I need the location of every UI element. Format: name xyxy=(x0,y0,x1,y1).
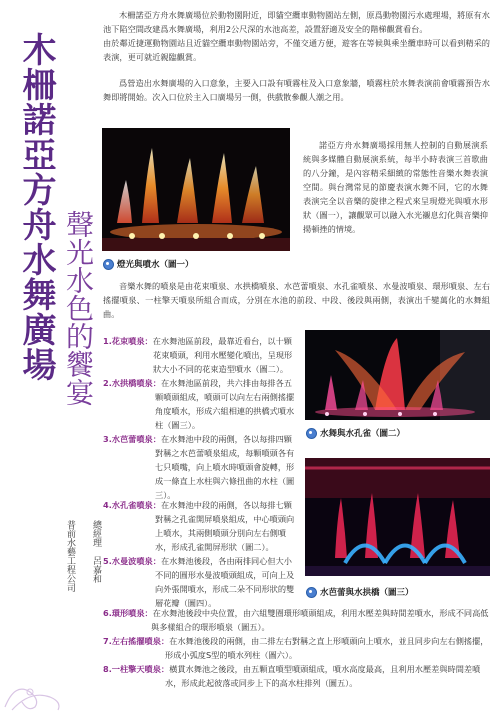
decorative-flourish xyxy=(0,672,70,712)
list-item-text: 橫貫水舞池之後段，由五顆直噴型噴頭組成，噴水高度最高，且利用水壓差與時間差噴水，形成此起彼落或同步上下的高水柱排列（圖五）。 xyxy=(165,664,481,688)
list-item-3 xyxy=(103,432,295,502)
list-item-1 xyxy=(103,334,295,376)
intro-paragraph-1: 木柵諾亞方舟水舞廣場位於動物園附近，即貓空纜車動物園站左側，原爲動物園污水處理場，將原有水池下陷空間改建爲水舞廣場，利用2公尺深的水池高差，設置舒適及安全的階梯觀賞看台。 xyxy=(103,10,490,34)
intro-paragraph-3: 爲營造出水舞廣場的入口意象，主要入口設有噴霧柱及入口意象牆，噴霧柱於水舞表演前會噴霧預告水舞即將開始。次入口位於主入口廣場另一側，供戲散參觀人潮之用。 xyxy=(103,78,490,102)
list-item-label: 4.水孔雀噴泉： xyxy=(103,500,161,510)
article-subtitle: 聲光水色的饗宴 xyxy=(62,210,95,406)
list-item-8 xyxy=(103,662,490,690)
list-item-2 xyxy=(103,376,295,432)
figure-1-caption-text: 燈光與噴水（圖一） xyxy=(117,260,194,270)
figure-2-caption-text: 水舞與水孔雀（圖二） xyxy=(320,429,406,439)
author-name: 呂嘉和 xyxy=(91,556,101,583)
list-item-text: 在水舞池後段中央位置，由六組雙圈環形噴頭組成，利用水壓差與時間差噴水，形成不同高低與多樣組合的環形噴泉（圖五）。 xyxy=(151,608,489,632)
figure-3-caption-text: 水芭蕾與水拱橋（圖三） xyxy=(320,588,414,598)
list-item-text: 在水舞池後段的兩側，由二排左右對稱之直上形噴頭向上噴水，並且同步向左右側搖擺，形成小弧度S型的噴水列柱（圖六）。 xyxy=(165,636,489,660)
list-item-5 xyxy=(103,554,295,610)
list-item-label: 1.花束噴泉： xyxy=(103,336,153,346)
figure-3-photo xyxy=(305,458,490,576)
fountain-overview-paragraph: 音樂水舞的噴泉是由花束噴泉、水拱橋噴泉、水芭蕾噴泉、水孔雀噴泉、水曼波噴泉、環形噴泉、左右搖擺噴泉、一柱擎天噴泉所組合而成，分別在水池的前段、中段、後段與兩側，表演出千變萬化的水舞組曲。 xyxy=(103,281,490,319)
article-title: 木柵諾亞方舟水舞廣場 xyxy=(16,32,56,382)
list-item-text: 在水舞池中段的兩側，各以每排七顆對稱之孔雀開屏噴泉組成，中心噴頭向上噴水，其兩側噴頭分別向左右側噴水，形成孔雀開屏形狀（圖二）。 xyxy=(155,500,295,552)
figure-3-caption xyxy=(306,586,414,598)
system-paragraph: 諾亞方舟水舞廣場採用無人控制的自動展演系統與多媒體自動展演系統，每半小時表演三首歌曲的八分鐘，是內容精采細緻的常態性音樂水舞表演空間。與台灣常見的節慶表演水舞不同，它的水舞表演完全以音樂的旋律之程式來呈現燈光與噴水形狀（圖一），讓觀眾可以融入水光襯息幻化與音樂抑揚頓挫的情境。 xyxy=(303,140,488,234)
list-item-text: 在水舞池區前段，共六排由每排各五顆噴頭組成，噴頭可以向左右兩側搖擺角度噴水，形成六組相連的拱橋式噴水柱（圖三）。 xyxy=(155,378,295,430)
list-item-label: 3.水芭蕾噴泉： xyxy=(103,434,161,444)
author-gap xyxy=(91,547,101,556)
author-position: 總經理 xyxy=(91,520,101,547)
caption-bullet-icon xyxy=(306,587,317,598)
list-item xyxy=(103,662,490,690)
list-item-label: 7.左右搖擺噴泉： xyxy=(103,636,170,646)
author-company: 普前水藝工程公司 xyxy=(65,520,75,592)
list-item xyxy=(103,432,295,502)
list-item-label: 8.一柱擎天噴泉： xyxy=(103,664,170,674)
list-item-text: 在水舞池區前段，最靠近看台，以十顆花束噴頭，利用水壓變化噴出，呈現形狀大小不同的花束造型噴水（圖二）。 xyxy=(152,336,293,374)
list-item xyxy=(103,498,295,554)
figure-1-photo xyxy=(102,128,290,251)
caption-bullet-icon xyxy=(306,428,317,439)
list-item xyxy=(103,554,295,610)
list-item-text: 在水舞池後段，各由兩排同心但大小不同的圓形水曼波噴頭組成，可向上及向外張開噴水，形成二朵不同形狀的雙層花瓣（圖四）。 xyxy=(155,556,295,608)
list-item-label: 2.水拱橋噴泉： xyxy=(103,378,161,388)
list-item-7 xyxy=(103,634,490,662)
intro-paragraph-2: 由於鄰近捷運動物園站且近貓空纜車動物園站旁，不僅交通方便，遊客在等候與乘坐纜車時可以看到精采的表演，更可就近親臨觀賞。 xyxy=(103,38,490,62)
list-item-label: 5.水曼波噴泉： xyxy=(103,556,161,566)
list-item-6 xyxy=(103,606,490,634)
figure-1-caption xyxy=(103,258,194,270)
intro-block xyxy=(103,8,490,104)
figure-2-caption xyxy=(306,427,405,439)
list-item xyxy=(103,334,295,376)
list-item xyxy=(103,376,295,432)
list-item-4 xyxy=(103,498,295,554)
list-item-text: 在水舞池中段的兩側，各以每排四顆對稱之水芭蕾噴泉組成，每顆噴頭各有七只噴嘴，向上噴水時噴頭會旋轉，形成一條直上水柱與六條扭曲的水柱（圖三）。 xyxy=(155,434,295,500)
caption-bullet-icon xyxy=(103,259,114,270)
author-credit xyxy=(90,520,102,583)
list-item xyxy=(103,634,490,662)
list-item-label: 6.環形噴泉： xyxy=(103,608,153,618)
list-item xyxy=(103,606,490,634)
figure-2-photo xyxy=(305,330,490,420)
